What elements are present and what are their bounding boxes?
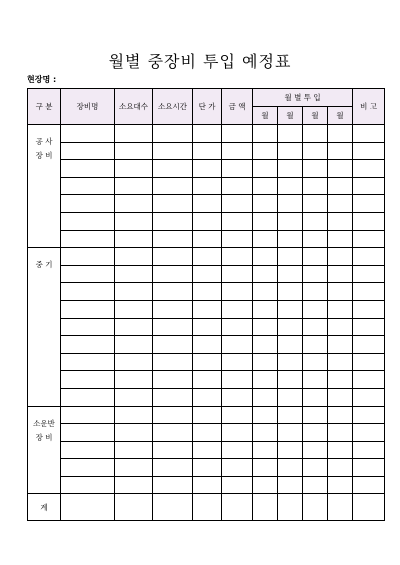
- table-cell[interactable]: [253, 283, 278, 301]
- table-cell[interactable]: [153, 476, 193, 494]
- table-cell[interactable]: [253, 424, 278, 442]
- total-cell[interactable]: [153, 494, 193, 521]
- table-cell[interactable]: [115, 353, 153, 371]
- table-cell[interactable]: [253, 353, 278, 371]
- table-cell[interactable]: [303, 406, 328, 424]
- table-row: [28, 177, 385, 195]
- table-cell[interactable]: [115, 441, 153, 459]
- table-row: [28, 195, 385, 213]
- table-cell[interactable]: [193, 283, 222, 301]
- table-cell[interactable]: [303, 265, 328, 283]
- table-cell[interactable]: [61, 300, 115, 318]
- table-cell[interactable]: [253, 195, 278, 213]
- table-cell[interactable]: [115, 318, 153, 336]
- table-cell[interactable]: [328, 212, 353, 230]
- table-row: [28, 406, 385, 424]
- category-line-2: 장 비: [35, 432, 53, 442]
- table-cell[interactable]: [253, 125, 278, 143]
- category-line-1: 중 기: [35, 260, 53, 270]
- table-cell[interactable]: [222, 476, 253, 494]
- table-cell[interactable]: [303, 459, 328, 477]
- table-cell[interactable]: [328, 424, 353, 442]
- table-row: [28, 424, 385, 442]
- table-cell[interactable]: [61, 142, 115, 160]
- header-month-4: 월: [328, 107, 353, 125]
- table-cell[interactable]: [278, 265, 303, 283]
- total-cell[interactable]: [253, 494, 278, 521]
- table-cell[interactable]: [353, 177, 385, 195]
- table-cell[interactable]: [193, 459, 222, 477]
- table-cell[interactable]: [278, 476, 303, 494]
- header-monthly-input: 월 별 투 입: [253, 89, 353, 107]
- table-cell[interactable]: [115, 371, 153, 389]
- table-cell[interactable]: [253, 265, 278, 283]
- table-cell[interactable]: [303, 388, 328, 406]
- table-cell[interactable]: [115, 177, 153, 195]
- table-cell[interactable]: [253, 177, 278, 195]
- table-cell[interactable]: [328, 371, 353, 389]
- table-cell[interactable]: [222, 300, 253, 318]
- table-cell[interactable]: [222, 177, 253, 195]
- table-cell[interactable]: [153, 441, 193, 459]
- table-row: [28, 353, 385, 371]
- table-cell[interactable]: [353, 459, 385, 477]
- table-cell[interactable]: [353, 142, 385, 160]
- total-cell[interactable]: [328, 494, 353, 521]
- table-row: [28, 441, 385, 459]
- table-cell[interactable]: [222, 212, 253, 230]
- table-cell[interactable]: [328, 230, 353, 248]
- table-cell[interactable]: [353, 283, 385, 301]
- table-cell[interactable]: [193, 406, 222, 424]
- table-cell[interactable]: [222, 125, 253, 143]
- table-cell[interactable]: [278, 212, 303, 230]
- table-cell[interactable]: [193, 248, 222, 266]
- table-cell[interactable]: [153, 142, 193, 160]
- table-cell[interactable]: [253, 318, 278, 336]
- table-cell[interactable]: [253, 142, 278, 160]
- table-cell[interactable]: [253, 248, 278, 266]
- table-cell[interactable]: [303, 177, 328, 195]
- table-cell[interactable]: [222, 318, 253, 336]
- header-unit-price: 단 가: [193, 89, 222, 125]
- table-cell[interactable]: [328, 406, 353, 424]
- table-cell[interactable]: [353, 424, 385, 442]
- table-cell[interactable]: [278, 195, 303, 213]
- header-required-hours: 소요시간: [153, 89, 193, 125]
- table-cell[interactable]: [278, 248, 303, 266]
- header-month-3: 월: [303, 107, 328, 125]
- category-line-1: 공 사: [35, 137, 53, 146]
- table-cell[interactable]: [115, 230, 153, 248]
- header-category: 구 분: [28, 89, 61, 125]
- table-cell[interactable]: [303, 300, 328, 318]
- table-cell[interactable]: [115, 336, 153, 354]
- table-cell[interactable]: [353, 265, 385, 283]
- total-row: [28, 494, 385, 521]
- table-cell[interactable]: [61, 336, 115, 354]
- table-cell[interactable]: [153, 195, 193, 213]
- table-cell[interactable]: [353, 406, 385, 424]
- table-cell[interactable]: [193, 230, 222, 248]
- table-cell[interactable]: [193, 388, 222, 406]
- table-cell[interactable]: [153, 406, 193, 424]
- table-cell[interactable]: [61, 265, 115, 283]
- total-cell[interactable]: [115, 494, 153, 521]
- table-row: [28, 230, 385, 248]
- table-cell[interactable]: [222, 248, 253, 266]
- table-cell[interactable]: [303, 476, 328, 494]
- table-cell[interactable]: [353, 336, 385, 354]
- table-cell[interactable]: [115, 459, 153, 477]
- table-cell[interactable]: [253, 406, 278, 424]
- table-cell[interactable]: [193, 125, 222, 143]
- table-cell[interactable]: [193, 195, 222, 213]
- table-cell[interactable]: [222, 230, 253, 248]
- table-cell[interactable]: [303, 212, 328, 230]
- table-cell[interactable]: [115, 388, 153, 406]
- table-cell[interactable]: [222, 459, 253, 477]
- category-cell: [28, 125, 61, 248]
- table-cell[interactable]: [115, 248, 153, 266]
- table-cell[interactable]: [222, 441, 253, 459]
- table-cell[interactable]: [278, 441, 303, 459]
- table-cell[interactable]: [222, 160, 253, 178]
- table-row: [28, 142, 385, 160]
- table-cell[interactable]: [222, 406, 253, 424]
- table-cell[interactable]: [61, 371, 115, 389]
- table-cell[interactable]: [278, 353, 303, 371]
- table-cell[interactable]: [61, 195, 115, 213]
- table-cell[interactable]: [193, 300, 222, 318]
- table-cell[interactable]: [193, 441, 222, 459]
- table-cell[interactable]: [278, 388, 303, 406]
- total-cell[interactable]: [353, 494, 385, 521]
- table-cell[interactable]: [278, 336, 303, 354]
- table-cell[interactable]: [328, 353, 353, 371]
- table-cell[interactable]: [193, 318, 222, 336]
- table-cell[interactable]: [61, 476, 115, 494]
- table-cell[interactable]: [222, 353, 253, 371]
- table-row: [28, 388, 385, 406]
- table-cell[interactable]: [253, 476, 278, 494]
- header-month-2: 월: [278, 107, 303, 125]
- table-cell[interactable]: [193, 142, 222, 160]
- table-cell[interactable]: [153, 283, 193, 301]
- page-title: 월별 중장비 투입 예정표: [108, 52, 292, 71]
- header-month-1: 월: [253, 107, 278, 125]
- table-cell[interactable]: [328, 300, 353, 318]
- table-cell[interactable]: [153, 265, 193, 283]
- table-cell[interactable]: [115, 212, 153, 230]
- table-cell[interactable]: [303, 318, 328, 336]
- table-cell[interactable]: [303, 336, 328, 354]
- table-row: [28, 318, 385, 336]
- table-cell[interactable]: [115, 265, 153, 283]
- table-cell[interactable]: [61, 248, 115, 266]
- table-cell[interactable]: [61, 424, 115, 442]
- table-cell[interactable]: [222, 424, 253, 442]
- table-cell[interactable]: [153, 336, 193, 354]
- table-cell[interactable]: [115, 142, 153, 160]
- table-cell[interactable]: [193, 265, 222, 283]
- table-cell[interactable]: [222, 142, 253, 160]
- table-cell[interactable]: [61, 230, 115, 248]
- table-cell[interactable]: [153, 388, 193, 406]
- table-cell[interactable]: [193, 353, 222, 371]
- table-cell[interactable]: [153, 371, 193, 389]
- table-cell[interactable]: [303, 424, 328, 442]
- table-cell[interactable]: [222, 283, 253, 301]
- total-cell[interactable]: [278, 494, 303, 521]
- table-cell[interactable]: [328, 265, 353, 283]
- table-cell[interactable]: [278, 283, 303, 301]
- table-cell[interactable]: [115, 125, 153, 143]
- table-cell[interactable]: [61, 283, 115, 301]
- table-cell[interactable]: [353, 230, 385, 248]
- table-cell[interactable]: [222, 195, 253, 213]
- table-cell[interactable]: [115, 406, 153, 424]
- table-cell[interactable]: [353, 441, 385, 459]
- table-row: [28, 300, 385, 318]
- table-cell[interactable]: [253, 300, 278, 318]
- table-cell[interactable]: [328, 283, 353, 301]
- table-row: [28, 459, 385, 477]
- table-cell[interactable]: [328, 318, 353, 336]
- table-cell[interactable]: [193, 371, 222, 389]
- table-cell[interactable]: [328, 177, 353, 195]
- table-row: [28, 283, 385, 301]
- table-cell[interactable]: [61, 353, 115, 371]
- table-cell[interactable]: [193, 336, 222, 354]
- table-cell[interactable]: [328, 195, 353, 213]
- table-cell[interactable]: [278, 142, 303, 160]
- table-cell[interactable]: [328, 459, 353, 477]
- table-cell[interactable]: [278, 371, 303, 389]
- table-cell[interactable]: [253, 388, 278, 406]
- category-line-2: 장 비: [35, 151, 53, 160]
- table-cell[interactable]: [303, 248, 328, 266]
- header-amount: 금 액: [222, 89, 253, 125]
- table-cell[interactable]: [328, 142, 353, 160]
- table-cell[interactable]: [328, 476, 353, 494]
- table-cell[interactable]: [193, 476, 222, 494]
- table-row: [28, 371, 385, 389]
- site-name-label: 현장명 :: [27, 75, 57, 84]
- table-cell[interactable]: [328, 441, 353, 459]
- table-row: [28, 125, 385, 143]
- table-cell[interactable]: [153, 318, 193, 336]
- table-cell[interactable]: [253, 336, 278, 354]
- table-cell[interactable]: [328, 388, 353, 406]
- table-cell[interactable]: [253, 459, 278, 477]
- table-cell[interactable]: [222, 371, 253, 389]
- table-cell[interactable]: [222, 388, 253, 406]
- table-cell[interactable]: [115, 195, 153, 213]
- table-cell[interactable]: [253, 441, 278, 459]
- table-cell[interactable]: [193, 212, 222, 230]
- table-cell[interactable]: [153, 300, 193, 318]
- table-row: [28, 160, 385, 178]
- table-cell[interactable]: [353, 371, 385, 389]
- table-cell[interactable]: [353, 318, 385, 336]
- table-cell[interactable]: [153, 230, 193, 248]
- category-line-1: 소운반: [33, 418, 55, 428]
- table-cell[interactable]: [61, 459, 115, 477]
- table-cell[interactable]: [61, 160, 115, 178]
- total-cell[interactable]: [303, 494, 328, 521]
- table-cell[interactable]: [353, 300, 385, 318]
- table-cell[interactable]: [115, 300, 153, 318]
- table-cell[interactable]: [61, 177, 115, 195]
- table-cell[interactable]: [253, 212, 278, 230]
- equipment-schedule-table: [27, 88, 385, 521]
- table-cell[interactable]: [328, 336, 353, 354]
- table-cell[interactable]: [193, 424, 222, 442]
- table-cell[interactable]: [278, 177, 303, 195]
- table-cell[interactable]: [328, 160, 353, 178]
- table-cell[interactable]: [222, 265, 253, 283]
- table-cell[interactable]: [303, 353, 328, 371]
- table-cell[interactable]: [222, 336, 253, 354]
- table-cell[interactable]: [278, 230, 303, 248]
- table-cell[interactable]: [115, 160, 153, 178]
- table-cell[interactable]: [61, 318, 115, 336]
- total-cell[interactable]: [193, 494, 222, 521]
- table-cell[interactable]: [61, 441, 115, 459]
- table-cell[interactable]: [253, 160, 278, 178]
- table-cell[interactable]: [115, 424, 153, 442]
- table-cell[interactable]: [278, 160, 303, 178]
- table-row: [28, 476, 385, 494]
- table-cell[interactable]: [153, 160, 193, 178]
- table-cell[interactable]: [278, 459, 303, 477]
- table-cell[interactable]: [328, 125, 353, 143]
- table-cell[interactable]: [153, 424, 193, 442]
- table-cell[interactable]: [353, 125, 385, 143]
- table-cell[interactable]: [303, 195, 328, 213]
- header-required-units: 소요대수: [115, 89, 153, 125]
- table-cell[interactable]: [303, 230, 328, 248]
- table-row: [28, 248, 385, 266]
- total-cell[interactable]: [61, 494, 115, 521]
- header-remarks: 비 고: [353, 89, 385, 125]
- table-cell[interactable]: [353, 160, 385, 178]
- table-cell[interactable]: [353, 212, 385, 230]
- table-cell[interactable]: [193, 177, 222, 195]
- table-cell[interactable]: [61, 212, 115, 230]
- table-cell[interactable]: [253, 230, 278, 248]
- table-cell[interactable]: [278, 300, 303, 318]
- table-cell[interactable]: [193, 160, 222, 178]
- category-cell: [28, 406, 61, 494]
- total-cell[interactable]: [222, 494, 253, 521]
- table-cell[interactable]: [303, 160, 328, 178]
- table-cell[interactable]: [61, 125, 115, 143]
- table-cell[interactable]: [61, 388, 115, 406]
- table-cell[interactable]: [115, 476, 153, 494]
- table-row: [28, 212, 385, 230]
- table-row: [28, 336, 385, 354]
- table-cell[interactable]: [61, 406, 115, 424]
- total-label: 계: [28, 494, 61, 521]
- table-cell[interactable]: [153, 459, 193, 477]
- table-cell[interactable]: [278, 318, 303, 336]
- table-cell[interactable]: [278, 424, 303, 442]
- table-cell[interactable]: [353, 353, 385, 371]
- table-cell[interactable]: [353, 248, 385, 266]
- table-cell[interactable]: [153, 248, 193, 266]
- table-cell[interactable]: [353, 388, 385, 406]
- table-cell[interactable]: [303, 125, 328, 143]
- table-cell[interactable]: [153, 125, 193, 143]
- table-cell[interactable]: [153, 353, 193, 371]
- table-cell[interactable]: [153, 177, 193, 195]
- table-cell[interactable]: [303, 283, 328, 301]
- table-cell[interactable]: [328, 248, 353, 266]
- table-cell[interactable]: [278, 125, 303, 143]
- table-cell[interactable]: [353, 195, 385, 213]
- table-cell[interactable]: [303, 142, 328, 160]
- table-cell[interactable]: [303, 371, 328, 389]
- header-equipment-name: 장비명: [61, 89, 115, 125]
- category-cell: [28, 248, 61, 406]
- table-cell[interactable]: [253, 371, 278, 389]
- table-cell[interactable]: [278, 406, 303, 424]
- table-cell[interactable]: [353, 476, 385, 494]
- table-row: [28, 265, 385, 283]
- table-cell[interactable]: [153, 212, 193, 230]
- table-cell[interactable]: [115, 283, 153, 301]
- table-cell[interactable]: [303, 441, 328, 459]
